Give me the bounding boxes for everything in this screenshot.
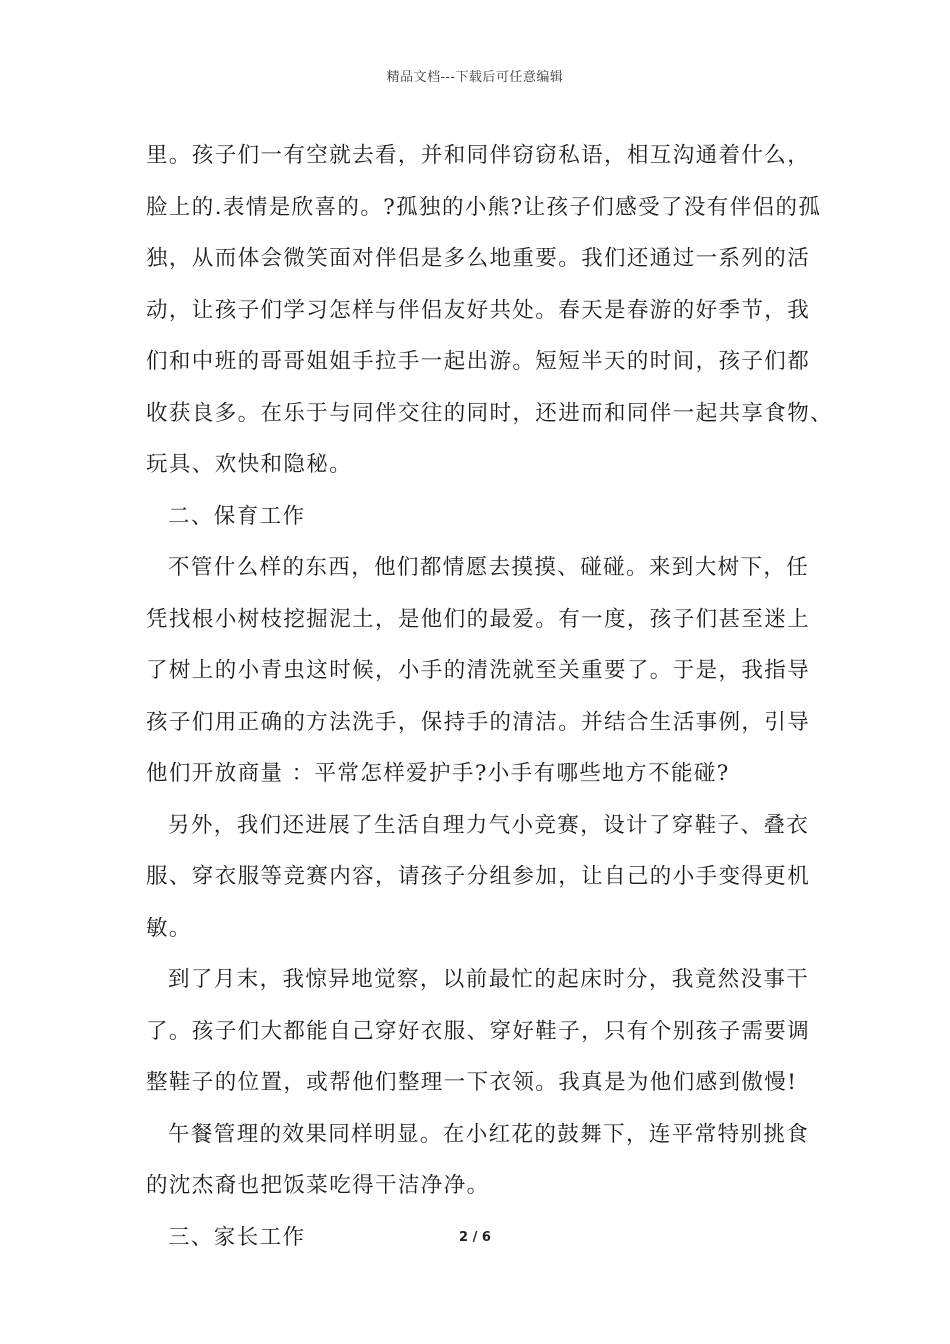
text-line: 们和中班的哥哥姐姐手拉手一起出游。短短半天的时间，孩子们都 [146, 349, 811, 374]
text-line: 的沈杰裔也把饭菜吃得干洁净净。 [146, 1173, 490, 1198]
text-line: 了。孩子们大都能自己穿好衣服、穿好鞋子，只有个别孩子需要调 [146, 1018, 811, 1044]
text-line: 动，让孩子们学习怎样与伴侣友好共处。春天是春游的好季节，我 [146, 297, 811, 323]
text-line: 玩具、欢快和隐秘。 [146, 452, 353, 477]
text-line: 收获良多。在乐于与同伴交往的同时，还进而和同伴一起共享食物、 [146, 400, 834, 426]
text-line: 服、穿衣服等竞赛内容，请孩子分组参加，让自己的小手变得更机 [146, 864, 811, 889]
text-line: 敏。 [146, 915, 192, 941]
page-number: 2 / 6 [459, 1230, 491, 1245]
text-line: 他们开放商量 ：平常怎样爱护手?小手有哪些地方不能碰? [146, 761, 730, 786]
text-line: 凭找根小树枝挖掘泥土，是他们的最爱。有一度，孩子们甚至迷上 [146, 606, 811, 632]
text-line: 孩子们用正确的方法洗手，保持手的清洁。并结合生活事例，引导 [146, 709, 811, 735]
text-line: 脸上的.表情是欣喜的。?孤独的小熊?让孩子们感受了没有伴侣的孤 [146, 194, 822, 220]
page-header: 精品文档---下载后可任意编辑 [386, 70, 564, 85]
text-line: 了树上的小青虫这时候，小手的清洗就至关重要了。于是，我指导 [146, 658, 811, 683]
text-line: 整鞋子的位置，或帮他们整理一下衣领。我真是为他们感到傲慢! [146, 1070, 798, 1095]
document-body [146, 130, 834, 1263]
text-line: 独，从而体会微笑面对伴侣是多么地重要。我们还通过一系列的活 [146, 246, 811, 271]
text-line: 里。孩子们一有空就去看，并和同伴窃窃私语，相互沟通着什么， [146, 143, 811, 168]
text-line: 另外，我们还进展了生活自理力气小竞赛，设计了穿鞋子、叠衣 [168, 812, 810, 838]
section-heading: 三、家长工作 [168, 1224, 306, 1250]
text-line: 午餐管理的效果同样明显。在小红花的鼓舞下，连平常特别挑食 [168, 1121, 810, 1147]
text-line: 不管什么样的东西，他们都情愿去摸摸、碰碰。来到大树下，任 [168, 555, 810, 580]
text-line: 到了月末，我惊异地觉察，以前最忙的起床时分，我竟然没事干 [168, 967, 810, 992]
section-heading: 二、保育工作 [168, 503, 306, 529]
